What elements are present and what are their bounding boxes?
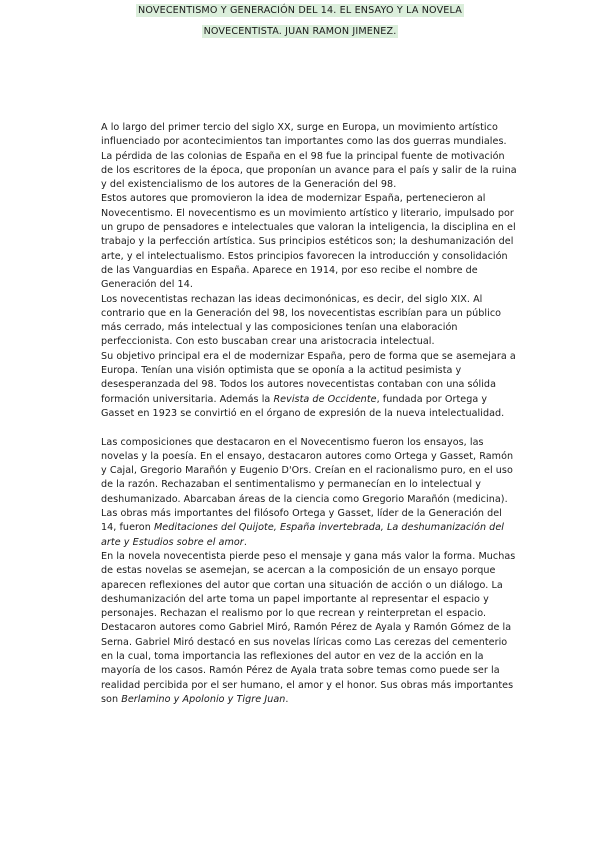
paragraph-text: . xyxy=(285,693,289,705)
paragraph: Los novecentistas rechazan las ideas decimonónicas, es decir, del siglo XIX. Al contrario que en la Generación del 98, los novecentistas escribían para un público más cerrado, más intelectual y las composiciones tenían una elaboración perfeccionista. Con esto buscaban crear una aristocracia intelectual. xyxy=(101,293,502,348)
paragraph-text: Las composiciones que destacaron en el Novecentismo fueron los ensayos, las novelas y la poesía. En el ensayo, destacaron autores como Ortega y Gasset, Ramón y Cajal, Gregorio Marañón y Eugenio D'Ors. Creían en el racionalismo puro, en el uso de la razón. Rechazaban el sentimentalismo y permanecían en lo intelectual y deshumanizado. Abarcaban áreas de la ciencia como Gregorio Marañón (medicina). Las obras más importantes del filósofo Ortega y Gasset, líder de la Generación del 14, fueron xyxy=(101,436,514,534)
paragraph: A lo largo del primer tercio del siglo XX, surge en Europa, un movimiento artístico influenciado por acontecimientos tan importantes como las dos guerras mundiales. xyxy=(101,122,507,148)
journal-title: Revista de Occidente xyxy=(273,393,377,405)
title-line-2: NOVECENTISTA. JUAN RAMON JIMENEZ. xyxy=(203,26,397,37)
paragraph xyxy=(101,350,519,421)
document-title xyxy=(100,0,500,42)
paragraph: La pérdida de las colonias de España en el 98 fue la principal fuente de motivación de los escritores de la época, que proponían un avance para el país y salir de la ruina y del existencialismo de los autores de la Generación del 98. xyxy=(101,150,517,191)
paragraph xyxy=(101,436,519,550)
paragraph-text: En la novela novecentista pierde peso el mensaje y gana más valor la forma. Muchas de estas novelas se asemejan, se acercan a la composición de un ensayo porque aparecen reflexiones del autor que cortan una situación de acción o un diálogo. La deshumanización del arte toma un papel importante al representar el espacio y personajes. Rechazan el realismo por lo que recrean y reinterpretan el espacio. Destacaron autores como Gabriel Miró, Ramón Pérez de Ayala y Ramón Gómez de la Serna. Gabriel Miró destacó en sus novelas líricas como Las cerezas del cementerio en la cual, toma importancia las reflexiones del autor en vez de la acción en la mayoría de los casos. Ramón Pérez de Ayala trata sobre temas como puede ser la realidad percibida por el ser humano, el amor y el honor. Sus obras más importantes son xyxy=(101,550,516,705)
paragraph: Estos autores que promovieron la idea de modernizar España, pertenecieron al Novecentismo. El novecentismo es un movimiento artístico y literario, impulsado por un grupo de pensadores e intelectuales que valoran la inteligencia, la disciplina en el trabajo y la perfección artística. Sus principios estéticos son; la deshumanización del arte, y el intelectualismo. Estos principios favorecen la introducción y consolidación de las Vanguardias en España. Aparece en 1914, por eso recibe el nombre de Generación del 14. xyxy=(101,193,516,291)
title-line-1: NOVECENTISMO Y GENERACIÓN DEL 14. EL ENSAYO Y LA NOVELA xyxy=(138,5,462,16)
paragraph-text: Su objetivo principal era el de modernizar España, pero de forma que se asemejara a Europa. Tenían una visión optimista que se oponía a la actitud pesimista y desesperanzada del 98. Todos los autores novecentistas contaban con una sólida formación universitaria. Además la xyxy=(101,350,516,405)
works-list: Berlamino y Apolonio y Tigre Juan xyxy=(121,693,286,705)
works-list: Meditaciones del Quijote, España invertebrada, La deshumanización del arte y Estudios sobre el amor xyxy=(101,522,504,548)
paragraph-text: . xyxy=(243,536,247,548)
paragraph-text: , fundada por Ortega y Gasset en 1923 se convirtió en el órgano de expresión de la nueva intelectualidad. xyxy=(101,393,505,419)
paragraph xyxy=(101,550,519,707)
document-body xyxy=(101,121,519,707)
